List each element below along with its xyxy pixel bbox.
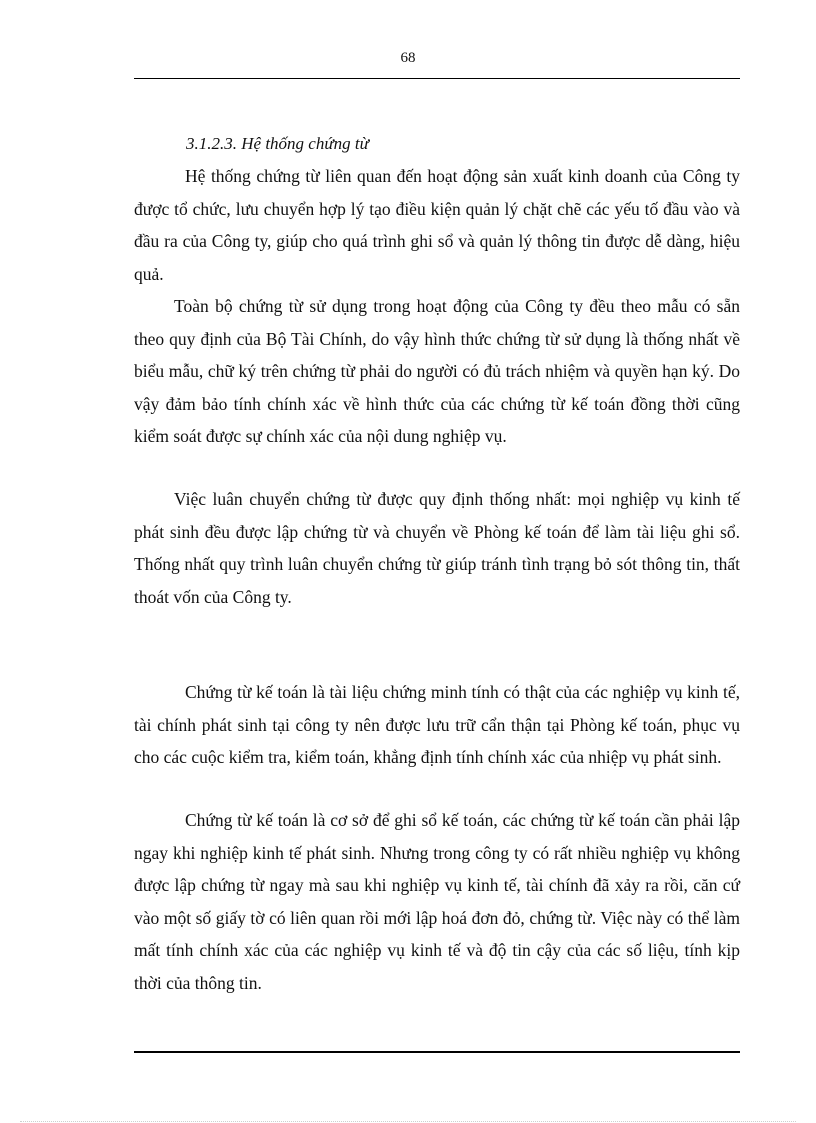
paragraph-1: Hệ thống chứng từ liên quan đến hoạt động sản xuất kinh doanh của Công ty được tổ chức, lưu chuyển hợp lý tạo điều kiện quản lý chặt chẽ các yếu tố đầu vào và đầu ra của Công ty, giúp cho quá trình ghi sổ và quản lý thông tin được dễ dàng, hiệu quả. (134, 166, 740, 284)
footer-rule (134, 1051, 740, 1053)
page-bottom-edge (20, 1121, 796, 1122)
paragraph-2: Toàn bộ chứng từ sử dụng trong hoạt động của Công ty đều theo mẫu có sẵn theo quy định của Bộ Tài Chính, do vậy hình thức chứng từ sử dụng là thống nhất về biểu mẫu, chữ ký trên chứng từ phải do người có đủ trách nhiệm và quyền hạn ký. Do vậy đảm bảo tính chính xác về hình thức của các chứng từ kế toán đồng thời cũng kiểm soát được sự chính xác của nội dung nghiệp vụ. (134, 296, 740, 446)
section-heading: 3.1.2.3. Hệ thống chứng từ (186, 134, 369, 153)
paragraph-4: Chứng từ kế toán là tài liệu chứng minh tính có thật của các nghiệp vụ kinh tế, tài chính phát sinh tại công ty nên được lưu trữ cẩn thận tại Phòng kế toán, phục vụ cho các cuộc kiểm tra, kiểm toán, khẳng định tính chính xác của nhiệp vụ phát sinh. (134, 682, 740, 767)
paragraph-3: Việc luân chuyển chứng từ được quy định thống nhất: mọi nghiệp vụ kinh tế phát sinh đều được lập chứng từ và chuyển về Phòng kế toán để làm tài liệu ghi sổ. Thống nhất quy trình luân chuyển chứng từ giúp tránh tình trạng bỏ sót thông tin, thất thoát vốn của Công ty. (134, 489, 740, 607)
page-number: 68 (400, 50, 416, 66)
paragraph-5: Chứng từ kế toán là cơ sở để ghi sổ kế toán, các chứng từ kế toán cần phải lập ngay khi nghiệp kinh tế phát sinh. Nhưng trong công ty có rất nhiều nghiệp vụ không được lập chứng từ ngay mà sau khi nghiệp vụ kinh tế, tài chính đã xảy ra rồi, căn cứ vào một số giấy tờ có liên quan rồi mới lập hoá đơn đỏ, chứng từ. Việc này có thể làm mất tính chính xác của các nghiệp vụ kinh tế và độ tin cậy của các số liệu, tính kịp thời của thông tin. (134, 810, 740, 993)
header-rule (134, 78, 740, 79)
